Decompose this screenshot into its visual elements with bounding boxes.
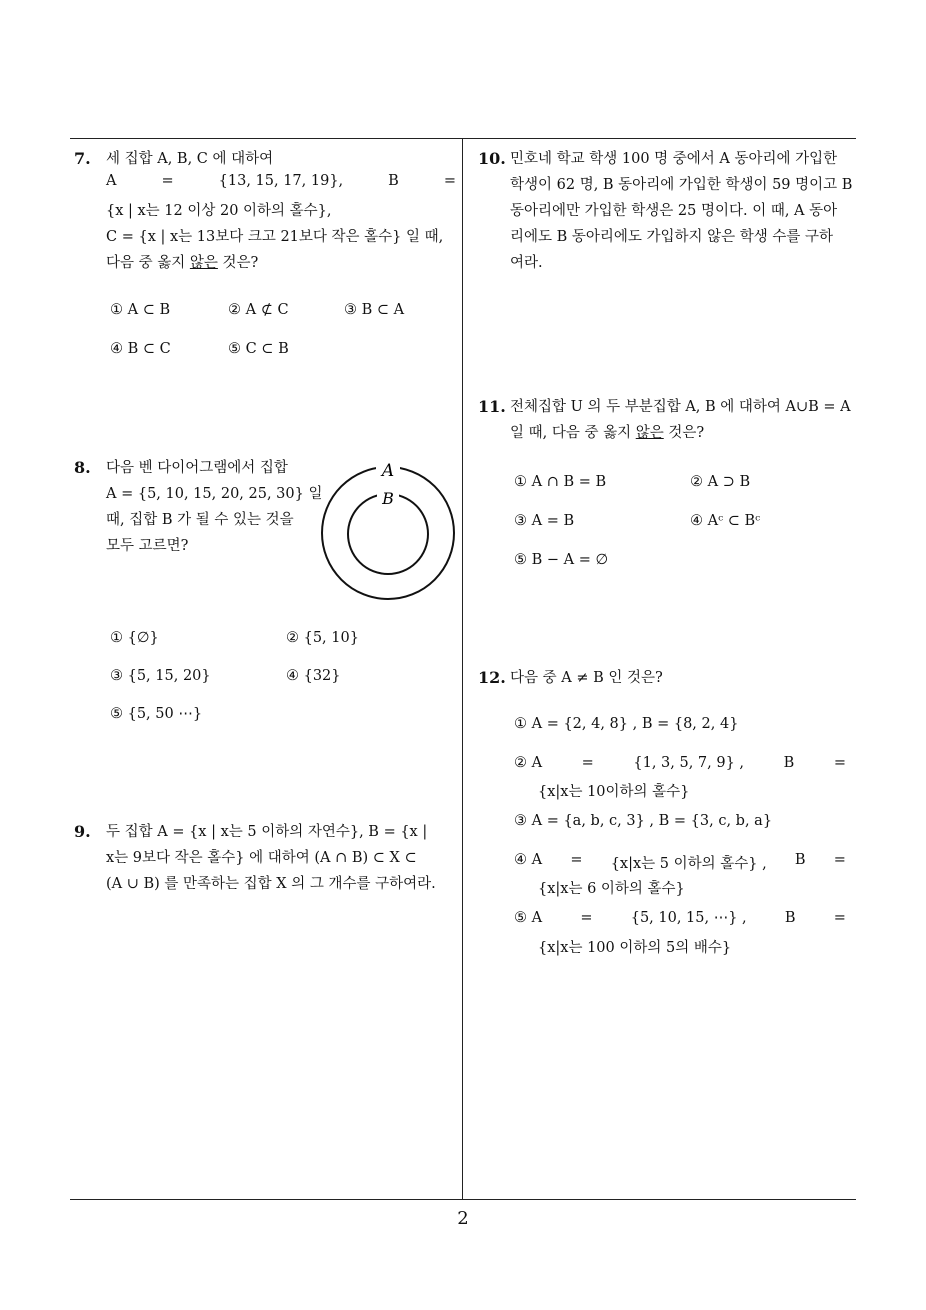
top-rule <box>70 138 856 139</box>
question-text: 전체집합 U 의 두 부분집합 A, B 에 대하여 A∪B = A <box>510 399 851 415</box>
answer-option[interactable]: ① A ∩ B = B <box>514 474 607 490</box>
question-text: C = {x | x는 13보다 크고 21보다 작은 홀수} 일 때, <box>106 229 444 245</box>
answer-option[interactable]: ③ B ⊂ A <box>344 302 405 318</box>
question-text: x는 9보다 작은 홀수} 에 대하여 (A ∩ B) ⊂ X ⊂ <box>106 850 417 866</box>
answer-option[interactable]: ④ Aᶜ ⊂ Bᶜ <box>690 513 761 529</box>
question-text: 세 집합 A, B, C 에 대하여 <box>106 151 274 167</box>
question-number: 8. <box>74 458 91 477</box>
question-number: 12. <box>478 668 506 687</box>
question-text: 동아리에만 가입한 학생은 25 명이다. 이 때, A 동아 <box>510 203 838 219</box>
answer-option-continued: {x|x는 6 이하의 홀수} <box>538 881 685 897</box>
question-text: {x | x는 12 이상 20 이하의 홀수}, <box>106 203 332 219</box>
question-text: 다음 중 A ≠ B 인 것은? <box>510 670 663 686</box>
venn-outer-circle <box>322 467 454 599</box>
page-number: 2 <box>457 1208 469 1229</box>
bottom-rule <box>70 1199 856 1200</box>
answer-option-continued: {x|x는 100 이하의 5의 배수} <box>538 940 732 956</box>
answer-option[interactable]: ⑤ B − A = ∅ <box>514 552 609 568</box>
question-number: 10. <box>478 149 506 168</box>
answer-option[interactable]: ③ A = {a, b, c, 3} , B = {3, c, b, a} <box>514 813 773 829</box>
question-text: 다음 중 옳지 않은 것은? <box>106 255 259 271</box>
answer-option[interactable]: ⑤ A = {5, 10, 15, ⋯} , B = <box>514 910 846 926</box>
question-text: A = {5, 10, 15, 20, 25, 30} 일 <box>106 486 323 502</box>
answer-option[interactable]: ⑤ {5, 50 ⋯} <box>110 706 203 722</box>
answer-option[interactable]: ④ {32} <box>286 668 341 684</box>
question-text: 리에도 B 동아리에도 가입하지 않은 학생 수를 구하 <box>510 229 834 245</box>
answer-option[interactable]: ① A = {2, 4, 8} , B = {8, 2, 4} <box>514 716 739 732</box>
question-number: 9. <box>74 822 91 841</box>
question-text: 학생이 62 명, B 동아리에 가입한 학생이 59 명이고 B <box>510 177 853 193</box>
answer-option[interactable]: ② {5, 10} <box>286 630 359 646</box>
question-text: 다음 벤 다이어그램에서 집합 <box>106 460 288 476</box>
venn-diagram <box>318 458 458 603</box>
answer-option[interactable]: ④ A = {x|x는 5 이하의 홀수} , B = <box>514 852 846 872</box>
answer-option[interactable]: ② A = {1, 3, 5, 7, 9} , B = <box>514 755 846 771</box>
answer-option[interactable]: ① A ⊂ B <box>110 302 171 318</box>
venn-label-b: B <box>382 489 394 508</box>
underlined-word: 않은 <box>635 425 664 441</box>
question-text: 때, 집합 B 가 될 수 있는 것을 <box>106 512 294 528</box>
question-text: 민호네 학교 학생 100 명 중에서 A 동아리에 가입한 <box>510 151 838 167</box>
question-number: 7. <box>74 149 91 168</box>
column-divider <box>462 138 463 1200</box>
answer-option[interactable]: ④ B ⊂ C <box>110 341 171 357</box>
answer-option-continued: {x|x는 10이하의 홀수} <box>538 784 690 800</box>
answer-option[interactable]: ② A ⊄ C <box>228 302 289 318</box>
question-text-justified: A = {13, 15, 17, 19}, B = <box>106 173 456 189</box>
question-text: 여라. <box>510 255 543 271</box>
question-number: 11. <box>478 397 506 416</box>
answer-option[interactable]: ② A ⊃ B <box>690 474 751 490</box>
answer-option[interactable]: ⑤ C ⊂ B <box>228 341 289 357</box>
answer-option[interactable]: ③ {5, 15, 20} <box>110 668 211 684</box>
answer-option[interactable]: ① {∅} <box>110 630 159 646</box>
answer-option[interactable]: ③ A = B <box>514 513 575 529</box>
question-text: 일 때, 다음 중 옳지 않은 것은? <box>510 425 705 441</box>
underlined-word: 않은 <box>189 255 218 271</box>
question-text: 모두 고르면? <box>106 538 189 554</box>
question-text: (A ∪ B) 를 만족하는 집합 X 의 그 개수를 구하여라. <box>106 876 436 892</box>
venn-label-a: A <box>381 461 395 481</box>
question-text: 두 집합 A = {x | x는 5 이하의 자연수}, B = {x | <box>106 824 428 840</box>
